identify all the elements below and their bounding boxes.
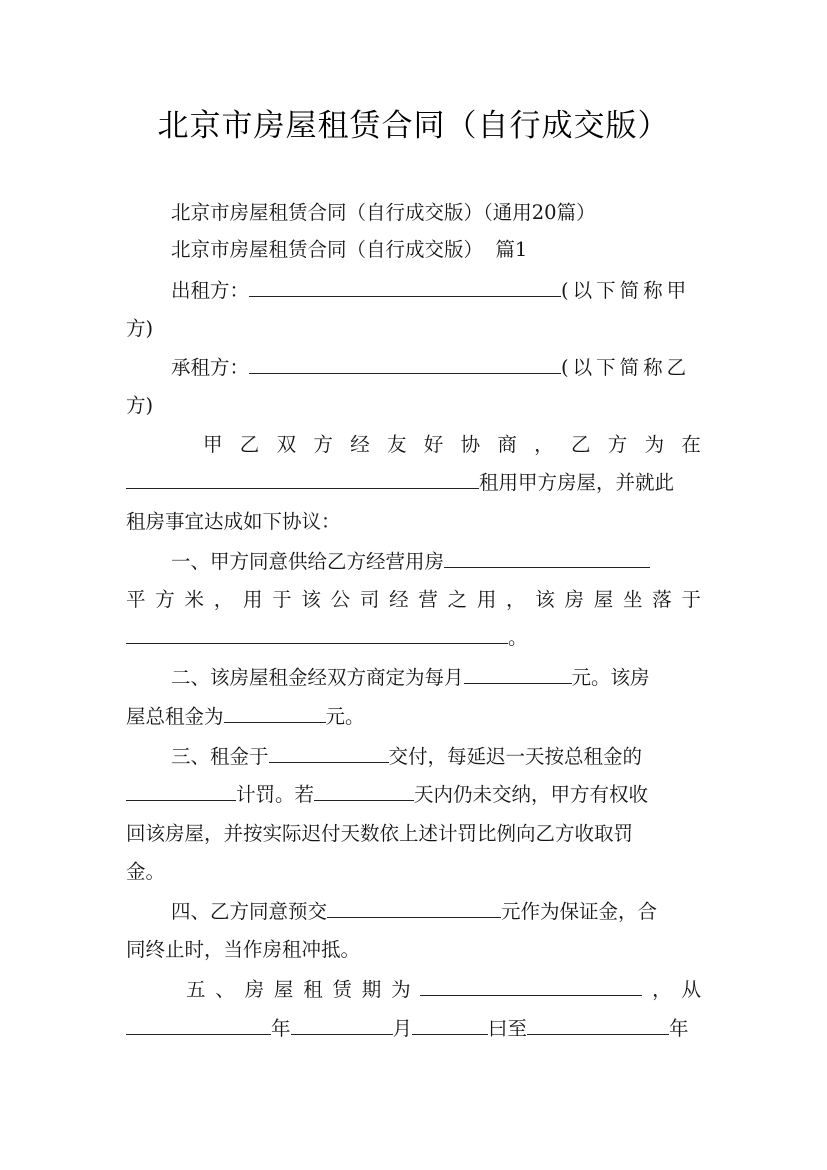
intro-line-2 <box>126 470 701 496</box>
clause-2-text: 二、该房屋租金经双方商定为每月 <box>171 666 464 689</box>
clause-5-char: 赁 <box>332 978 352 1001</box>
clause-2-text-3: 屋总租金为 <box>126 705 224 728</box>
total-rent-blank[interactable] <box>224 704 326 723</box>
clause-1-char: 落 <box>652 588 672 611</box>
clause-4-line-2: 同终止时，当作房租冲抵。 <box>126 938 361 961</box>
lessee-blank[interactable] <box>249 355 561 374</box>
clause-1-char: 米 <box>184 588 204 611</box>
deposit-blank[interactable] <box>327 899 501 918</box>
lessor-suffix: (以下简称甲 <box>561 279 691 302</box>
clause-1-end: 。 <box>508 626 528 649</box>
clause-1-line-1 <box>126 549 701 575</box>
intro-char: ， <box>534 433 554 456</box>
clause-1-char: ， <box>506 588 526 611</box>
clause-4-text: 四、乙方同意预交 <box>171 900 328 923</box>
clause-1-text: 一、甲方同意供给乙方经营用房 <box>171 550 445 573</box>
lessor-wrap: 方) <box>126 317 154 340</box>
intro-char: 经 <box>350 433 370 456</box>
intro-end: 租房事宜达成如下协议： <box>126 510 341 533</box>
clause-1-char: 该 <box>535 588 555 611</box>
end-year-label: 年 <box>669 1017 689 1040</box>
clause-1-char: 营 <box>418 588 438 611</box>
clause-5-char: 为 <box>391 978 411 1001</box>
start-month-blank[interactable] <box>291 1016 393 1035</box>
clause-3-line-4: 金。 <box>126 860 166 883</box>
clause-3-line-3: 回该房屋，并按实际迟付天数依上述计罚比例向乙方收取罚 <box>126 822 634 845</box>
clause-5-char: 租 <box>303 978 323 1001</box>
clause-1-line-2 <box>126 587 701 613</box>
lessee-label: 承租方： <box>171 356 250 379</box>
clause-1-char: 于 <box>681 588 701 611</box>
clause-2-text-2: 元。该房 <box>571 666 650 689</box>
clause-1-char: 经 <box>389 588 409 611</box>
intro-char: 在 <box>681 433 701 456</box>
clause-1-char: 于 <box>272 588 292 611</box>
days-blank[interactable] <box>314 782 414 801</box>
subtitle: 北京市房屋租赁合同（自行成交版）（通用20篇） <box>171 201 596 224</box>
clause-1-char: ， <box>213 588 234 611</box>
intro-char: 为 <box>644 433 665 456</box>
clause-1-line-3 <box>126 625 701 651</box>
clause-1-char: 坐 <box>622 588 643 611</box>
start-day-blank[interactable] <box>412 1016 488 1035</box>
clause-4-text-2: 元作为保证金，合 <box>501 900 658 923</box>
clause-2-line-1 <box>126 665 701 691</box>
intro-line <box>203 432 701 458</box>
lease-term-blank[interactable] <box>420 977 642 996</box>
intro-char: 友 <box>386 433 407 456</box>
lessee-line <box>126 355 701 381</box>
clause-1-char: 方 <box>155 588 175 611</box>
clause-5-char: 房 <box>244 978 265 1001</box>
clause-3-line-1 <box>126 744 701 770</box>
document-title: 北京市房屋租赁合同（自行成交版） <box>157 108 670 144</box>
section-heading: 北京市房屋租赁合同（自行成交版） 篇1 <box>171 238 528 261</box>
intro-char: 协 <box>460 433 481 456</box>
clause-5-char: 、 <box>215 978 235 1001</box>
start-year-blank[interactable] <box>126 1016 271 1035</box>
clause-1-char: 房 <box>564 588 585 611</box>
clause-3-text-2: 交付，每延迟一天按总租金的 <box>388 745 643 768</box>
lessee-wrap: 方) <box>126 394 154 417</box>
lessor-label: 出租方： <box>171 279 250 302</box>
intro-char: 甲 <box>203 433 223 456</box>
start-year-label: 年 <box>271 1017 291 1040</box>
location-blank[interactable] <box>126 470 479 489</box>
clause-5-char: 期 <box>361 978 382 1001</box>
clause-3-text-3: 计罚。若 <box>236 783 315 806</box>
clause-2-line-2 <box>126 704 701 730</box>
day-to-label: 曰至 <box>488 1017 528 1040</box>
clause-5-comma: ， <box>652 978 672 1001</box>
clause-1-char: 公 <box>330 588 351 611</box>
area-blank[interactable] <box>444 549 650 568</box>
clause-1-char: 平 <box>126 588 146 611</box>
intro-char: 方 <box>313 433 333 456</box>
clause-5-line-1 <box>186 977 701 1003</box>
lessee-suffix: (以下简称乙 <box>561 356 691 379</box>
clause-5-from: 从 <box>681 978 701 1001</box>
clause-5-char: 五 <box>186 978 206 1001</box>
penalty-rate-blank[interactable] <box>126 782 236 801</box>
intro-char: 双 <box>276 433 297 456</box>
clause-3-text: 三、租金于 <box>171 745 269 768</box>
start-month-label: 月 <box>392 1017 413 1040</box>
clause-1-char: 用 <box>476 588 497 611</box>
clause-1-char: 该 <box>301 588 321 611</box>
clause-1-char: 屋 <box>593 588 614 611</box>
clause-1-char: 之 <box>447 588 468 611</box>
intro-char: 方 <box>607 433 628 456</box>
clause-5-char: 屋 <box>273 978 294 1001</box>
intro-char: 好 <box>423 433 444 456</box>
clause-2-text-4: 元。 <box>325 705 365 728</box>
intro-char: 乙 <box>239 433 260 456</box>
payment-date-blank[interactable] <box>269 744 389 763</box>
clause-3-text-4: 天内仍未交纳，甲方有权收 <box>414 783 649 806</box>
lessor-line <box>126 278 701 304</box>
intro-rest: 租用甲方房屋，并就此 <box>479 471 675 494</box>
clause-5-line-2 <box>126 1016 701 1042</box>
intro-char: 乙 <box>570 433 591 456</box>
clause-1-char: 用 <box>242 588 263 611</box>
address-blank[interactable] <box>126 625 508 644</box>
end-year-blank[interactable] <box>527 1016 669 1035</box>
intro-char: 商 <box>497 433 517 456</box>
clause-3-line-2 <box>126 782 701 808</box>
monthly-rent-blank[interactable] <box>464 665 572 684</box>
clause-4-line-1 <box>126 899 701 925</box>
lessor-blank[interactable] <box>249 278 561 297</box>
clause-1-char: 司 <box>359 588 380 611</box>
